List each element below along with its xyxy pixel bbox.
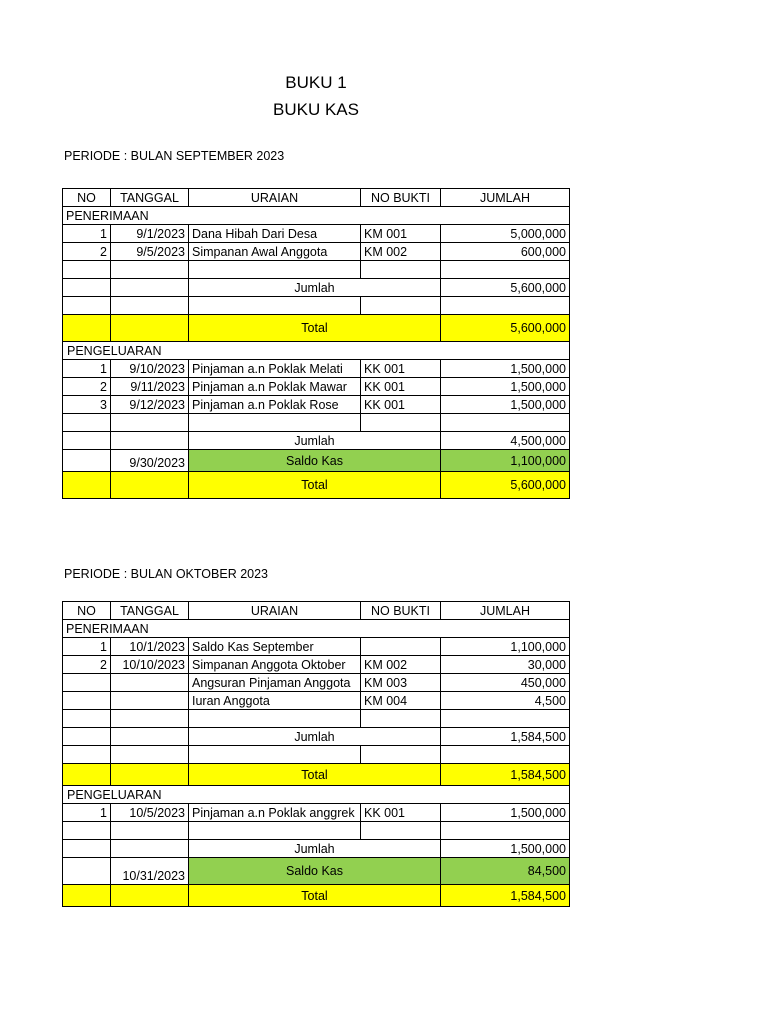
empty-cell	[63, 261, 111, 279]
row-bukti	[361, 638, 441, 656]
section-row	[63, 786, 570, 804]
table-row	[63, 656, 570, 674]
empty-cell	[441, 414, 570, 432]
table-row	[63, 225, 570, 243]
row-tanggal: 9/11/2023	[111, 378, 189, 396]
jumlah-value: 4,500,000	[441, 432, 570, 450]
row-no	[63, 674, 111, 692]
header-row	[63, 602, 570, 620]
empty-cell	[63, 746, 111, 764]
empty-cell	[63, 822, 111, 840]
row-uraian: Simpanan Anggota Oktober	[189, 656, 361, 674]
jumlah-value: 1,584,500	[441, 728, 570, 746]
periode-oktober: PERIODE : BULAN OKTOBER 2023	[64, 567, 269, 581]
header-uraian: URAIAN	[189, 602, 361, 620]
row-no: 1	[63, 225, 111, 243]
row-tanggal: 9/10/2023	[111, 360, 189, 378]
table-row	[63, 674, 570, 692]
empty-cell	[361, 414, 441, 432]
saldo-tanggal: 10/31/2023	[111, 858, 189, 885]
row-bukti: KM 003	[361, 674, 441, 692]
header-no: NO	[63, 189, 111, 207]
empty-cell	[189, 297, 361, 315]
row-bukti: KM 004	[361, 692, 441, 710]
document-subtitle: BUKU KAS	[273, 100, 359, 119]
table-row	[63, 396, 570, 414]
row-uraian: Saldo Kas September	[189, 638, 361, 656]
row-uraian: Pinjaman a.n Poklak Mawar	[189, 378, 361, 396]
ledger-table-september	[62, 188, 570, 499]
row-bukti: KK 001	[361, 396, 441, 414]
saldo-value: 84,500	[441, 858, 570, 885]
total-row	[63, 315, 570, 342]
empty-cell	[361, 261, 441, 279]
row-jumlah: 4,500	[441, 692, 570, 710]
saldo-label: Saldo Kas	[189, 450, 441, 472]
periode-september: PERIODE : BULAN SEPTEMBER 2023	[64, 149, 285, 163]
empty-row	[63, 414, 570, 432]
row-no: 1	[63, 360, 111, 378]
total-label: Total	[189, 472, 441, 499]
table-row	[63, 804, 570, 822]
empty-cell	[111, 710, 189, 728]
empty-cell	[111, 822, 189, 840]
jumlah-row	[63, 279, 570, 297]
row-jumlah: 1,500,000	[441, 378, 570, 396]
row-no: 1	[63, 638, 111, 656]
empty-cell	[63, 279, 111, 297]
jumlah-row	[63, 432, 570, 450]
empty-cell	[63, 414, 111, 432]
row-jumlah: 1,500,000	[441, 360, 570, 378]
empty-row	[63, 710, 570, 728]
empty-row	[63, 297, 570, 315]
row-jumlah: 5,000,000	[441, 225, 570, 243]
empty-cell	[111, 746, 189, 764]
empty-cell	[111, 414, 189, 432]
total-cell	[63, 885, 111, 907]
saldo-value: 1,100,000	[441, 450, 570, 472]
row-jumlah: 1,500,000	[441, 396, 570, 414]
saldo-row	[63, 858, 570, 885]
total-cell	[111, 885, 189, 907]
jumlah-value: 1,500,000	[441, 840, 570, 858]
jumlah-label: Jumlah	[189, 279, 441, 297]
section-row	[63, 620, 570, 638]
empty-cell	[111, 840, 189, 858]
total-label: Total	[189, 764, 441, 786]
empty-cell	[63, 728, 111, 746]
row-tanggal: 10/5/2023	[111, 804, 189, 822]
empty-cell	[441, 822, 570, 840]
empty-cell	[189, 261, 361, 279]
row-bukti: KM 001	[361, 225, 441, 243]
row-uraian: Pinjaman a.n Poklak Rose	[189, 396, 361, 414]
empty-cell	[111, 728, 189, 746]
header-jumlah: JUMLAH	[441, 602, 570, 620]
jumlah-label: Jumlah	[189, 840, 441, 858]
row-uraian: Pinjaman a.n Poklak anggrek	[189, 804, 361, 822]
total-cell	[63, 315, 111, 342]
total-row	[63, 472, 570, 499]
empty-row	[63, 822, 570, 840]
row-bukti: KK 001	[361, 360, 441, 378]
row-tanggal	[111, 692, 189, 710]
jumlah-row	[63, 840, 570, 858]
header-no: NO	[63, 602, 111, 620]
empty-cell	[441, 710, 570, 728]
empty-cell	[189, 414, 361, 432]
header-tanggal: TANGGAL	[111, 189, 189, 207]
row-jumlah: 450,000	[441, 674, 570, 692]
row-no: 2	[63, 378, 111, 396]
jumlah-row	[63, 728, 570, 746]
row-bukti: KK 001	[361, 378, 441, 396]
empty-cell	[111, 279, 189, 297]
saldo-row	[63, 450, 570, 472]
section-pengeluaran: PENGELUARAN	[63, 342, 570, 360]
total-value: 1,584,500	[441, 764, 570, 786]
section-penerimaan: PENERIMAAN	[63, 620, 570, 638]
saldo-tanggal: 9/30/2023	[111, 450, 189, 472]
row-jumlah: 1,100,000	[441, 638, 570, 656]
document-title: BUKU 1	[285, 73, 347, 92]
table-row	[63, 638, 570, 656]
header-row	[63, 189, 570, 207]
header-no-bukti: NO BUKTI	[361, 602, 441, 620]
empty-cell	[111, 261, 189, 279]
total-value: 1,584,500	[441, 885, 570, 907]
total-label: Total	[189, 315, 441, 342]
row-uraian: Dana Hibah Dari Desa	[189, 225, 361, 243]
total-cell	[63, 472, 111, 499]
table-row	[63, 243, 570, 261]
row-bukti: KK 001	[361, 804, 441, 822]
row-no: 1	[63, 804, 111, 822]
empty-cell	[111, 297, 189, 315]
total-label: Total	[189, 885, 441, 907]
row-uraian: Iuran Anggota	[189, 692, 361, 710]
empty-cell	[63, 840, 111, 858]
row-tanggal: 9/5/2023	[111, 243, 189, 261]
empty-cell	[63, 432, 111, 450]
row-no: 2	[63, 243, 111, 261]
total-row	[63, 764, 570, 786]
empty-cell	[189, 710, 361, 728]
total-row	[63, 885, 570, 907]
total-cell	[111, 315, 189, 342]
ledger-table-oktober	[62, 601, 570, 907]
table-row	[63, 360, 570, 378]
row-no: 2	[63, 656, 111, 674]
empty-cell	[361, 746, 441, 764]
row-uraian: Angsuran Pinjaman Anggota	[189, 674, 361, 692]
empty-cell	[441, 261, 570, 279]
empty-cell	[361, 710, 441, 728]
row-uraian: Pinjaman a.n Poklak Melati	[189, 360, 361, 378]
row-jumlah: 600,000	[441, 243, 570, 261]
row-tanggal: 9/1/2023	[111, 225, 189, 243]
row-jumlah: 30,000	[441, 656, 570, 674]
empty-cell	[63, 297, 111, 315]
empty-cell	[189, 746, 361, 764]
empty-cell	[111, 432, 189, 450]
row-tanggal	[111, 674, 189, 692]
header-uraian: URAIAN	[189, 189, 361, 207]
empty-cell	[361, 297, 441, 315]
empty-cell	[361, 822, 441, 840]
total-value: 5,600,000	[441, 315, 570, 342]
empty-cell	[63, 710, 111, 728]
jumlah-label: Jumlah	[189, 432, 441, 450]
section-pengeluaran: PENGELUARAN	[63, 786, 570, 804]
row-tanggal: 10/1/2023	[111, 638, 189, 656]
total-value: 5,600,000	[441, 472, 570, 499]
empty-cell	[441, 746, 570, 764]
header-tanggal: TANGGAL	[111, 602, 189, 620]
empty-row	[63, 261, 570, 279]
row-jumlah: 1,500,000	[441, 804, 570, 822]
row-uraian: Simpanan Awal Anggota	[189, 243, 361, 261]
row-tanggal: 10/10/2023	[111, 656, 189, 674]
row-no	[63, 692, 111, 710]
jumlah-value: 5,600,000	[441, 279, 570, 297]
jumlah-label: Jumlah	[189, 728, 441, 746]
header-no-bukti: NO BUKTI	[361, 189, 441, 207]
section-penerimaan: PENERIMAAN	[63, 207, 570, 225]
section-row	[63, 342, 570, 360]
row-tanggal: 9/12/2023	[111, 396, 189, 414]
header-jumlah: JUMLAH	[441, 189, 570, 207]
empty-cell	[441, 297, 570, 315]
empty-cell	[189, 822, 361, 840]
table-row	[63, 692, 570, 710]
row-no: 3	[63, 396, 111, 414]
total-cell	[111, 764, 189, 786]
saldo-label: Saldo Kas	[189, 858, 441, 885]
empty-cell	[63, 450, 111, 472]
total-cell	[63, 764, 111, 786]
empty-cell	[63, 858, 111, 885]
table-row	[63, 378, 570, 396]
row-bukti: KM 002	[361, 243, 441, 261]
empty-row	[63, 746, 570, 764]
row-bukti: KM 002	[361, 656, 441, 674]
section-row	[63, 207, 570, 225]
total-cell	[111, 472, 189, 499]
